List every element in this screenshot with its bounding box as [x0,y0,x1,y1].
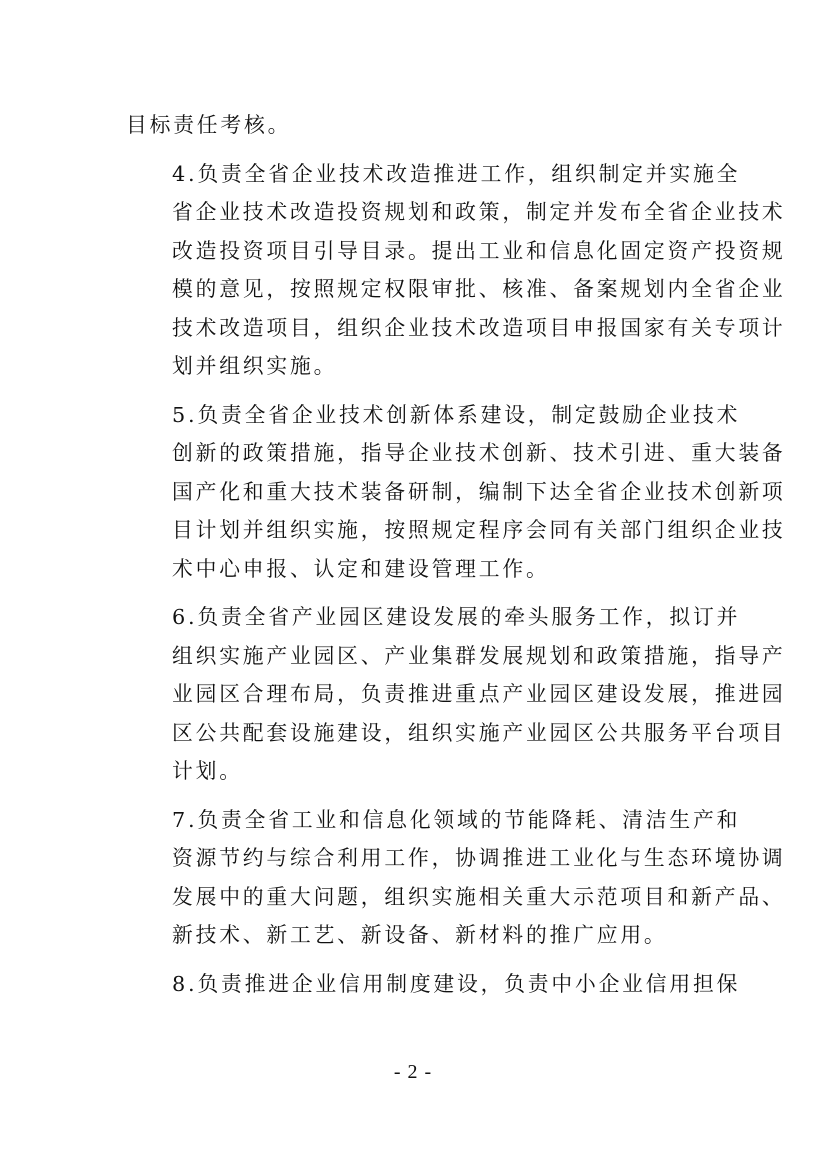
text-line: 4.负责全省企业技术改造推进工作，组织制定并实施全 [172,161,741,186]
text-line: 划并组织实施。 [172,354,338,378]
text-line: 国产化和重大技术装备研制，编制下达全省企业技术创新项 [172,479,786,504]
text-line: 计划。 [172,759,243,783]
paragraph [126,106,706,145]
text-line: 资源节约与综合利用工作，协调推进工业化与生态环境协调 [172,846,786,870]
text-line: 创新的政策措施，指导企业技术创新、技术引进、重大装备 [172,441,786,465]
text-line: 目标责任考核。 [126,113,292,137]
paragraph [126,598,786,791]
text-line: 新技术、新工艺、新设备、新材料的推广应用。 [172,923,668,947]
page-number: - 2 - [393,1061,433,1083]
text-line: 改造投资项目引导目录。提出工业和信息化固定资产投资规 [172,238,786,263]
text-line: 组织实施产业园区、产业集群发展规划和政策措施，指导产 [172,643,786,668]
text-line: 7.负责全省工业和信息化领域的节能降耗、清洁生产和 [172,807,741,832]
paragraph [126,155,786,386]
text-line: 6.负责全省产业园区建设发展的牵头服务工作，拟订并 [172,605,741,629]
text-line: 省企业技术改造投资规划和政策，制定并发布全省企业技术 [172,200,786,224]
text-line: 模的意见，按照规定权限审批、核准、备案规划内全省企业 [172,277,786,301]
text-line: 技术改造项目，组织企业技术改造项目申报国家有关专项计 [172,315,786,340]
paragraph [126,396,786,589]
text-line: 术中心申报、认定和建设管理工作。 [172,556,550,581]
text-line: 目计划并组织实施，按照规定程序会同有关部门组织企业技 [172,518,786,542]
paragraph [126,965,741,1004]
text-line: 发展中的重大问题，组织实施相关重大示范项目和新产品、 [172,884,786,909]
text-line: 业园区合理布局，负责推进重点产业园区建设发展，推进园 [172,682,786,706]
text-line: 区公共配套设施建设，组织实施产业园区公共服务平台项目 [172,720,786,745]
text-line: 8.负责推进企业信用制度建设，负责中小企业信用担保 [172,971,741,996]
paragraph [126,801,786,955]
body-text [126,106,786,1013]
text-line: 5.负责全省企业技术创新体系建设，制定鼓励企业技术 [172,402,741,427]
